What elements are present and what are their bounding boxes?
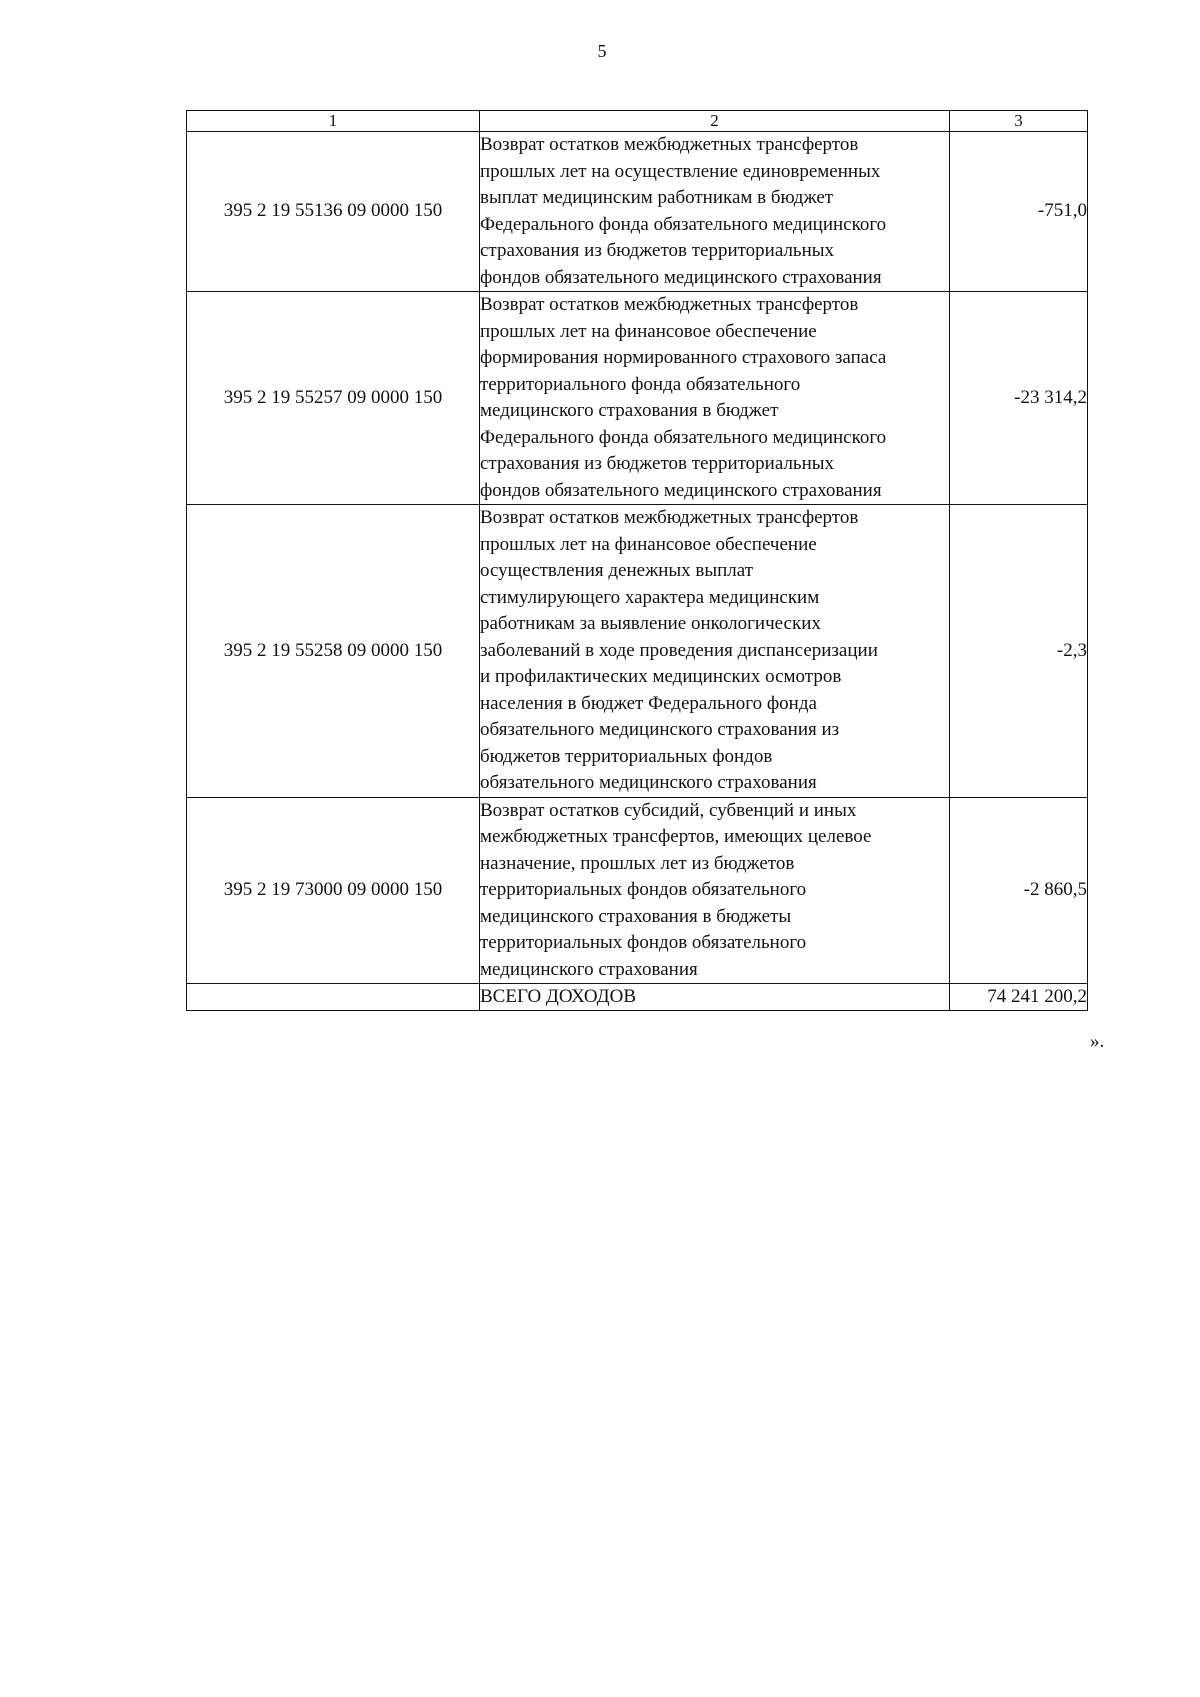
page-number: 5 <box>597 41 607 61</box>
revenue-description <box>480 505 950 798</box>
description-line: фондов обязательного медицинского страхования <box>480 479 882 501</box>
revenue-description <box>480 292 950 505</box>
budget-code: 395 2 19 73000 09 0000 150 <box>187 797 480 984</box>
total-label: ВСЕГО ДОХОДОВ <box>480 984 950 1011</box>
description-line: прошлых лет на осуществление единовременных <box>480 160 881 182</box>
description-line: Возврат остатков межбюджетных трансфертов <box>480 507 859 528</box>
total-row <box>187 984 1088 1011</box>
description-line: медицинского страхования <box>480 958 698 980</box>
description-line: обязательного медицинского страхования из <box>480 719 840 740</box>
description-line: назначение, прошлых лет из бюджетов <box>480 852 795 874</box>
description-line: Федерального фонда обязательного медицинского <box>480 426 887 448</box>
budget-code: 395 2 19 55257 09 0000 150 <box>187 292 480 505</box>
total-code-cell <box>187 984 480 1011</box>
description-line: медицинского страхования в бюджет <box>480 400 779 421</box>
revenue-description <box>480 797 950 984</box>
description-line: Возврат остатков межбюджетных трансфертов <box>480 134 859 155</box>
amount: -23 314,2 <box>950 292 1088 505</box>
amount: -751,0 <box>950 132 1088 292</box>
description-line: обязательного медицинского страхования <box>480 772 817 793</box>
description-line: Возврат остатков субсидий, субвенций и иных <box>480 799 857 821</box>
column-header-3: 3 <box>950 111 1088 132</box>
table-row <box>187 505 1088 798</box>
description-line: территориального фонда обязательного <box>480 373 801 395</box>
table-row <box>187 132 1088 292</box>
column-header-1: 1 <box>187 111 480 132</box>
revenue-description <box>480 132 950 292</box>
description-line: выплат медицинским работникам в бюджет <box>480 187 834 208</box>
closing-quote-mark: ». <box>1090 1031 1105 1052</box>
description-line: стимулирующего характера медицинским <box>480 586 820 608</box>
table-header-row <box>187 111 1088 132</box>
description-line: заболеваний в ходе проведения диспансеризации <box>480 639 878 661</box>
total-amount: 74 241 200,2 <box>950 984 1088 1011</box>
description-line: страхования из бюджетов территориальных <box>480 240 835 261</box>
description-line: медицинского страхования в бюджеты <box>480 905 792 927</box>
description-line: прошлых лет на финансовое обеспечение <box>480 320 817 342</box>
description-line: территориальных фондов обязательного <box>480 879 807 900</box>
amount: -2 860,5 <box>950 797 1088 984</box>
description-line: территориальных фондов обязательного <box>480 932 807 953</box>
column-header-2: 2 <box>480 111 950 132</box>
description-line: страхования из бюджетов территориальных <box>480 453 835 474</box>
description-line: Возврат остатков межбюджетных трансфертов <box>480 294 859 315</box>
description-line: прошлых лет на финансовое обеспечение <box>480 533 817 555</box>
budget-code: 395 2 19 55258 09 0000 150 <box>187 505 480 798</box>
description-line: формирования нормированного страхового запаса <box>480 347 887 368</box>
description-line: Федерального фонда обязательного медицинского <box>480 213 887 235</box>
description-line: осуществления денежных выплат <box>480 560 754 581</box>
description-line: межбюджетных трансфертов, имеющих целевое <box>480 826 872 847</box>
table-row <box>187 797 1088 984</box>
description-line: бюджетов территориальных фондов <box>480 745 773 767</box>
description-line: и профилактических медицинских осмотров <box>480 666 842 687</box>
description-line: фондов обязательного медицинского страхования <box>480 266 882 288</box>
revenue-table <box>186 110 1088 1011</box>
amount: -2,3 <box>950 505 1088 798</box>
description-line: населения в бюджет Федерального фонда <box>480 692 817 714</box>
description-line: работникам за выявление онкологических <box>480 613 821 634</box>
table-row <box>187 292 1088 505</box>
budget-code: 395 2 19 55136 09 0000 150 <box>187 132 480 292</box>
